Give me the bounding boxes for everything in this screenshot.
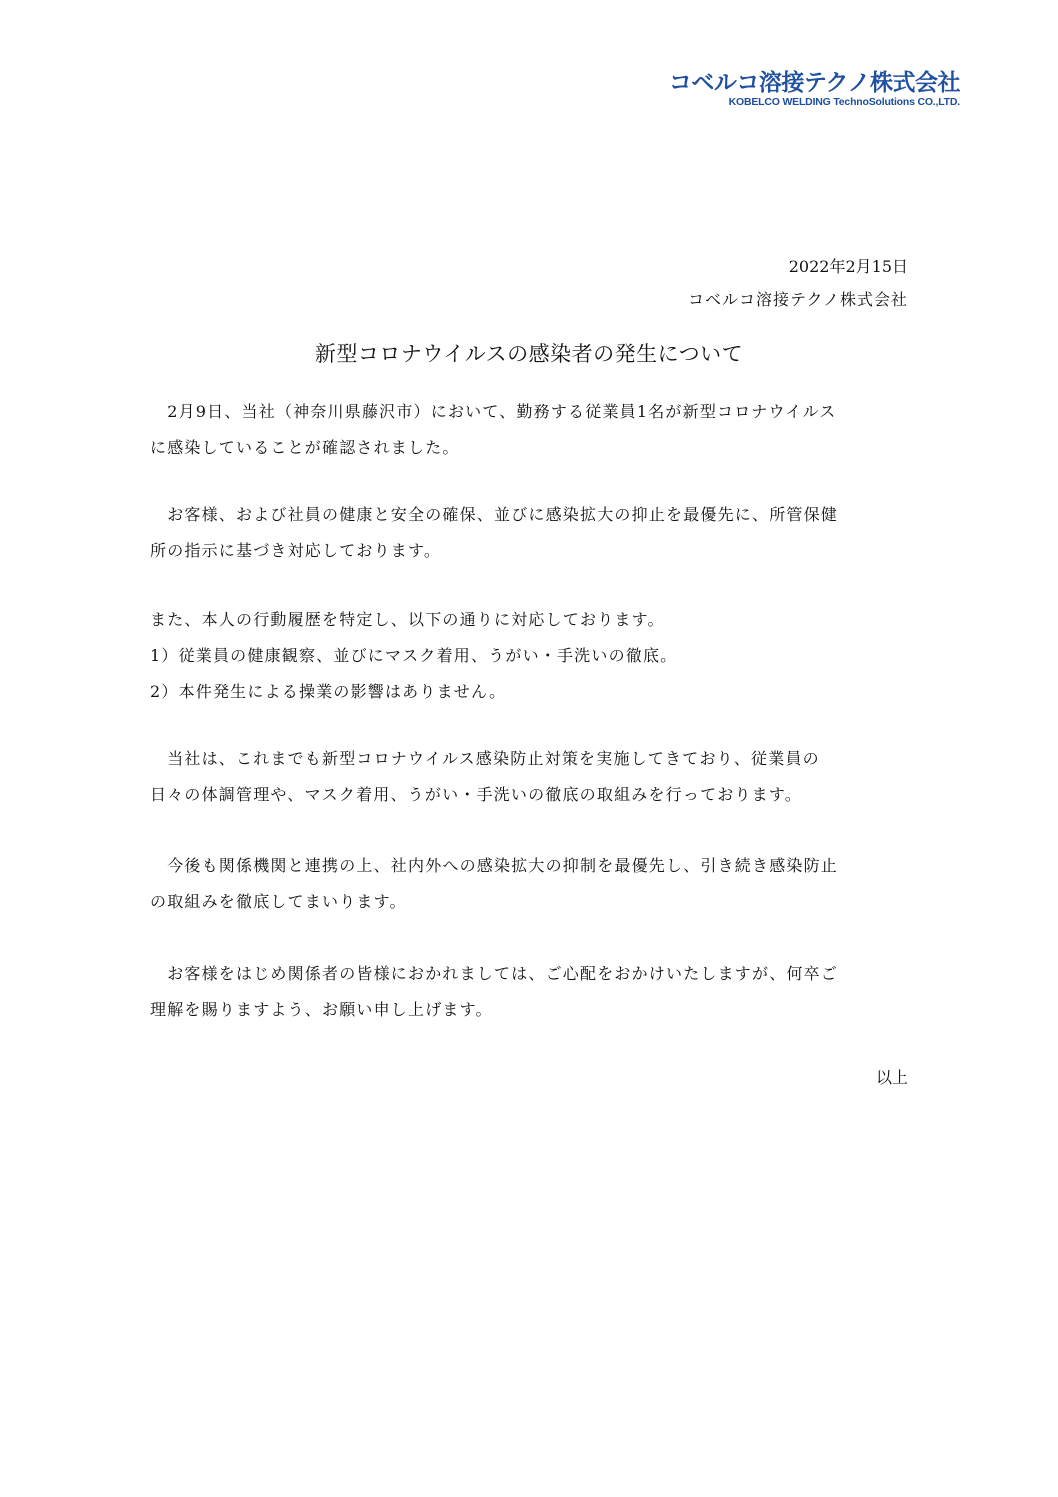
paragraph-line: に感染していることが確認されました。 — [150, 438, 460, 457]
paragraph-1 — [150, 394, 910, 466]
list-item-1: 1）従業員の健康観察、並びにマスク着用、うがい・手洗いの徹底。 — [150, 646, 678, 665]
paragraph-line: また、本人の行動履歴を特定し、以下の通りに対応しております。 — [150, 610, 665, 629]
paragraph-5 — [150, 848, 910, 920]
paragraph-6 — [150, 956, 910, 1028]
logo-english-name: KOBELCO WELDING TechnoSolutions CO.,LTD. — [728, 96, 960, 108]
closing-mark: 以上 — [875, 1068, 908, 1087]
company-logo — [669, 70, 960, 108]
paragraph-line: お客様、および社員の健康と安全の確保、並びに感染拡大の抑止を最優先に、所管保健 — [150, 505, 839, 524]
paragraph-line: の取組みを徹底してまいります。 — [150, 892, 407, 911]
paragraph-4 — [150, 741, 910, 813]
paragraph-line: 所の指示に基づき対応しております。 — [150, 541, 442, 560]
document-date: 2022年2月15日 — [788, 257, 908, 276]
document-title: 新型コロナウイルスの感染者の発生について — [314, 342, 744, 366]
paragraph-line: お客様をはじめ関係者の皆様におかれましては、ご心配をおかけいたしますが、何卒ご — [150, 964, 839, 983]
paragraph-2 — [150, 497, 910, 569]
issuer-company: コベルコ溶接テクノ株式会社 — [687, 290, 908, 309]
list-item-2: 2）本件発生による操業の影響はありません。 — [150, 682, 507, 701]
paragraph-line: 日々の体調管理や、マスク着用、うがい・手洗いの徹底の取組みを行っております。 — [150, 785, 803, 804]
paragraph-line: 理解を賜りますよう、お願い申し上げます。 — [150, 1000, 493, 1019]
logo-japanese-name: コベルコ溶接テクノ株式会社 — [668, 70, 960, 96]
paragraph-line: 2月9日、当社（神奈川県藤沢市）において、勤務する従業員1名が新型コロナウイルス — [150, 402, 837, 421]
paragraph-line: 当社は、これまでも新型コロナウイルス感染防止対策を実施してきており、従業員の — [150, 749, 820, 768]
paragraph-line: 今後も関係機関と連携の上、社内外への感染拡大の抑制を最優先し、引き続き感染防止 — [150, 856, 839, 875]
paragraph-3 — [150, 602, 910, 710]
